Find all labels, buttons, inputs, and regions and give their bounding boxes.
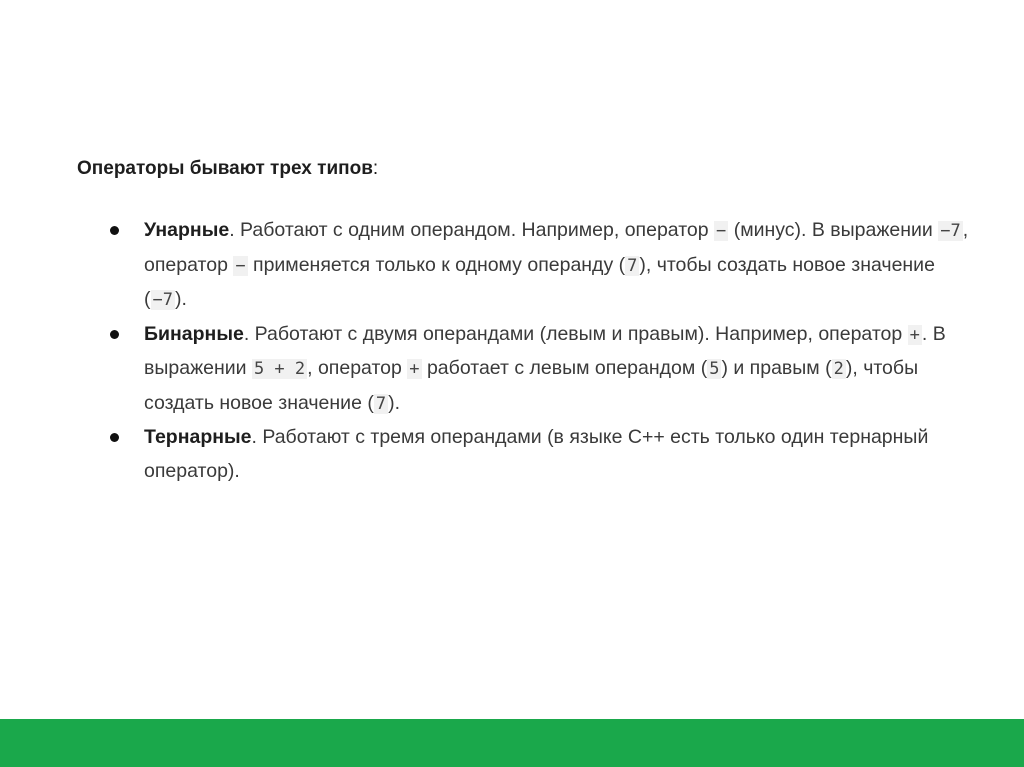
- code-snippet: 5: [709, 359, 720, 379]
- item-text: . Работают с двумя операндами (левым и правым). Например, оператор: [243, 322, 908, 345]
- code-snippet: +: [409, 359, 420, 379]
- code-snippet: 2: [833, 359, 844, 379]
- item-text: применяется только к одному операнду (: [247, 253, 626, 276]
- code-snippet: −: [235, 255, 246, 276]
- term-binary: Бинарные: [144, 322, 244, 345]
- bullet-icon: [110, 433, 119, 442]
- item-text: ).: [388, 391, 400, 414]
- code-snippet: 5 + 2: [253, 359, 306, 379]
- code-snippet: −: [716, 221, 727, 241]
- item-text: ) и правым (: [721, 357, 832, 379]
- item-text: . Работают с тремя операндами (в языке C++ есть только один тернарный оператор).: [144, 426, 929, 482]
- item-text: , оператор: [144, 219, 969, 276]
- list-item-binary: [110, 318, 970, 422]
- code-snippet: 7: [627, 255, 638, 276]
- operator-types-list: [110, 214, 970, 488]
- item-text: работает с левым операндом (: [421, 357, 708, 379]
- code-snippet: +: [909, 324, 920, 345]
- item-text: (минус). В выражении: [728, 219, 939, 241]
- code-snippet: 7: [375, 393, 387, 414]
- item-text: . Работают с одним операндом. Например, оператор: [229, 219, 715, 241]
- item-text: ).: [174, 288, 187, 310]
- list-item-unary: [110, 214, 970, 318]
- item-text: ), чтобы создать новое значение (: [144, 253, 935, 310]
- item-text: ), чтобы создать новое значение (: [144, 357, 919, 414]
- bottom-accent-bar: [0, 719, 1024, 767]
- code-snippet: −7: [152, 290, 173, 310]
- heading-colon: :: [372, 158, 379, 179]
- code-snippet: −7: [940, 221, 961, 241]
- term-ternary: Тернарные: [144, 426, 252, 448]
- slide-heading: [77, 158, 378, 180]
- bullet-icon: [110, 330, 119, 339]
- item-text: . В выражении: [144, 322, 946, 379]
- heading-text: Операторы бывают трех типов: [77, 158, 373, 179]
- bullet-icon: [110, 226, 119, 235]
- list-item-ternary: [110, 421, 970, 488]
- item-text: , оператор: [307, 357, 408, 379]
- term-unary: Унарные: [144, 219, 230, 241]
